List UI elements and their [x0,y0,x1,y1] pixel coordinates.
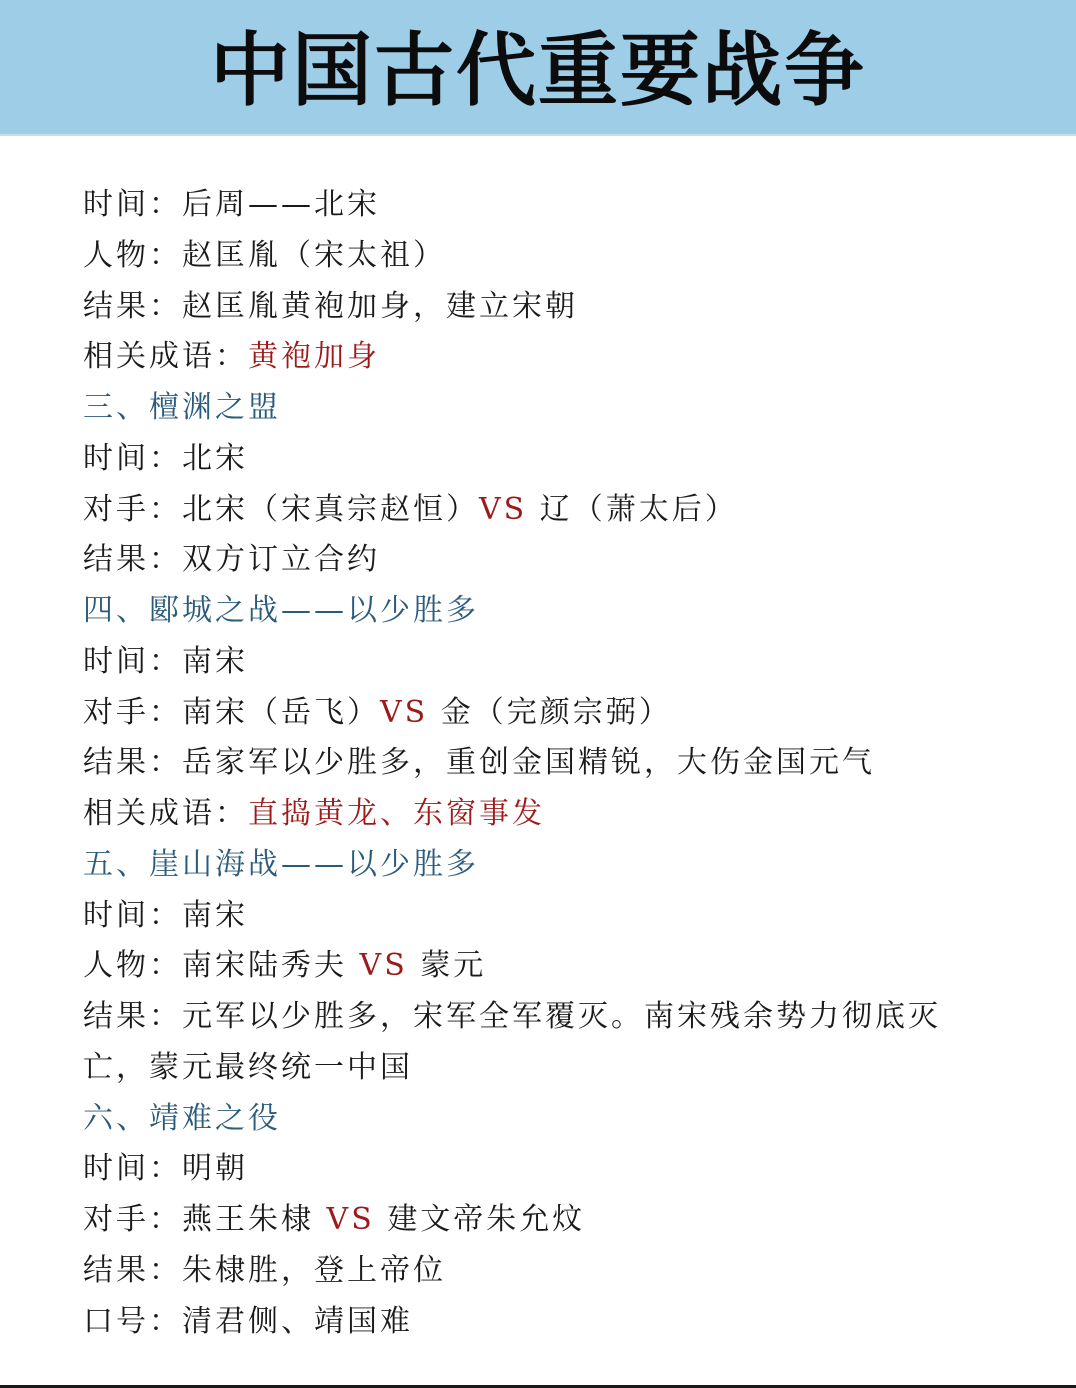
line-15 [83,891,1003,942]
line-label: 时间： [83,187,182,222]
line-label: 结果： [83,745,182,781]
line-text: 北宋（宋真宗赵恒） [182,491,479,527]
line-text: 南宋 [182,897,248,933]
section-heading: 三、檀渊之盟 [83,390,281,425]
vs-marker: VS [359,948,408,984]
line-8 [83,535,1003,586]
line-4 [83,332,1003,383]
line-label: 结果： [83,542,182,578]
line-text: 元军以少胜多，宋军全军覆灭。南宋残余势力彻底灭 [182,999,941,1034]
line-label: 时间： [83,643,182,679]
vs-marker: VS [380,694,429,730]
line-label: 人物： [83,948,182,984]
line-23 [83,1297,1003,1348]
line-20 [83,1144,1003,1195]
line-18 [83,1043,1003,1094]
section-heading: 四、郾城之战——以少胜多 [83,593,479,628]
line-label: 时间： [83,1151,182,1187]
line-text: 南宋 [182,643,248,679]
line-text: 清君侧、靖国难 [182,1303,413,1339]
line-label: 口号： [83,1303,182,1339]
line-text: 明朝 [182,1151,248,1187]
line-text: 双方订立合约 [182,542,380,578]
line-label: 时间： [83,440,182,476]
content-list [83,180,1003,1347]
line-text: 亡，蒙元最终统一中国 [83,1049,413,1085]
line-text: 岳家军以少胜多，重创金国精锐，大伤金国元气 [182,745,875,781]
line-16 [83,941,1003,992]
line-11 [83,688,1003,739]
line-text-2: 金（完颜宗弼） [440,694,672,730]
line-text-2: 蒙元 [420,948,487,984]
vs-marker: VS [326,1202,375,1237]
vs-marker: VS [479,491,528,527]
page-title: 中国古代重要战争 [210,23,866,117]
line-7 [83,485,1003,536]
line-label: 对手： [83,694,182,730]
line-21 [83,1195,1003,1246]
line-label: 人物： [83,237,182,273]
line-13 [83,789,1003,840]
line-label: 结果： [83,1252,182,1288]
line-text: 南宋陆秀夫 [182,948,347,984]
line-text-2: 建文帝朱允炆 [387,1202,586,1237]
idiom-highlight: 黄袍加身 [248,339,380,375]
line-label: 相关成语： [83,796,248,831]
line-text: 赵匡胤（宋太祖） [182,237,446,273]
line-label: 对手： [83,491,182,527]
line-1 [83,180,1003,231]
section-heading: 五、崖山海战——以少胜多 [83,846,479,882]
line-22 [83,1246,1003,1297]
line-text: 南宋（岳飞） [182,694,380,730]
section-heading: 六、靖难之役 [83,1100,281,1136]
line-17 [83,992,1003,1043]
line-text: 朱棣胜，登上帝位 [182,1252,446,1288]
line-text: 赵匡胤黄袍加身，建立宋朝 [182,288,578,324]
line-label: 相关成语： [83,339,248,375]
line-text: 后周——北宋 [182,187,380,222]
line-label: 结果： [83,999,182,1034]
line-text-2: 辽（萧太后） [539,491,738,527]
line-text: 燕王朱棣 [182,1202,314,1237]
line-label: 对手： [83,1202,182,1237]
line-12 [83,738,1003,789]
line-3 [83,282,1003,333]
line-6 [83,434,1003,485]
line-label: 结果： [83,288,182,324]
line-text: 北宋 [182,440,248,476]
line-10 [83,637,1003,688]
line-2 [83,231,1003,282]
idiom-highlight: 直捣黄龙、东窗事发 [248,796,545,831]
header-banner [0,0,1076,136]
line-label: 时间： [83,897,182,933]
